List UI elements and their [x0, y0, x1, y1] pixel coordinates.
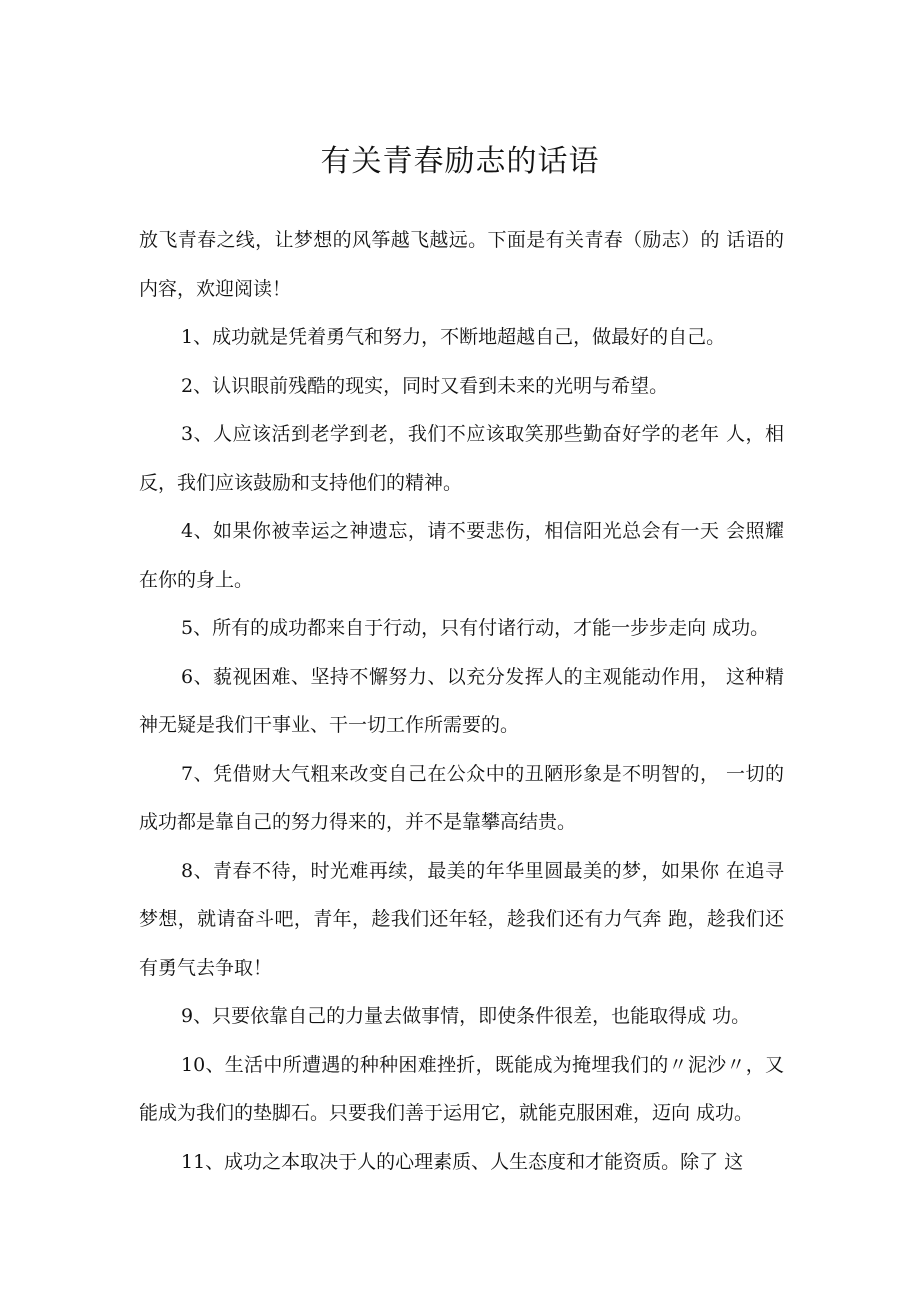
quote-item-9: 9、只要依靠自己的力量去做事情，即使条件很差，也能取得成 功。 — [181, 1005, 751, 1027]
quote-item-7: 7、凭借财大气粗来改变自己在公众中的丑陋形象是不明智的， 一切的成功都是靠自己的努力得来的，并不是靠攀高结贵。 — [139, 762, 784, 833]
intro-paragraph: 放飞青春之线，让梦想的风筝越飞越远。下面是有关青春（励志）的 话语的内容，欢迎阅读！ — [139, 229, 784, 300]
quote-item-4: 4、如果你被幸运之神遗忘，请不要悲伤，相信阳光总会有一天 会照耀在你的身上。 — [139, 520, 784, 591]
quote-item-1: 1、成功就是凭着勇气和努力，不断地超越自己，做最好的自己。 — [181, 326, 726, 348]
quote-item-5: 5、所有的成功都来自于行动，只有付诸行动，才能一步步走向 成功。 — [181, 617, 770, 639]
quote-item-6: 6、藐视困难、坚持不懈努力、以充分发挥人的主观能动作用， 这种精神无疑是我们干事业、干一切工作所需要的。 — [139, 665, 784, 736]
document-body — [139, 216, 784, 1186]
quote-item-11: 11、成功之本取决于人的心理素质、人生态度和才能资质。除了 这 — [181, 1150, 744, 1173]
quote-item-3: 3、人应该活到老学到老，我们不应该取笑那些勤奋好学的老年 人，相反，我们应该鼓励和支持他们的精神。 — [139, 423, 784, 494]
quote-item-8: 8、青春不待，时光难再续，最美的年华里圆最美的梦，如果你 在追寻梦想，就请奋斗吧，青年，趁我们还年轻，趁我们还有力气奔 跑，趁我们还有勇气去争取！ — [139, 859, 784, 979]
document-title: 有关青春励志的话语 — [320, 144, 600, 179]
quote-item-10: 10、生活中所遭遇的种种困难挫折，既能成为掩埋我们的〃泥沙〃，又能成为我们的垫脚石。只要我们善于运用它，就能克服困难，迈向 成功。 — [139, 1053, 784, 1124]
quote-item-2: 2、认识眼前残酷的现实，同时又看到未来的光明与希望。 — [181, 374, 669, 397]
